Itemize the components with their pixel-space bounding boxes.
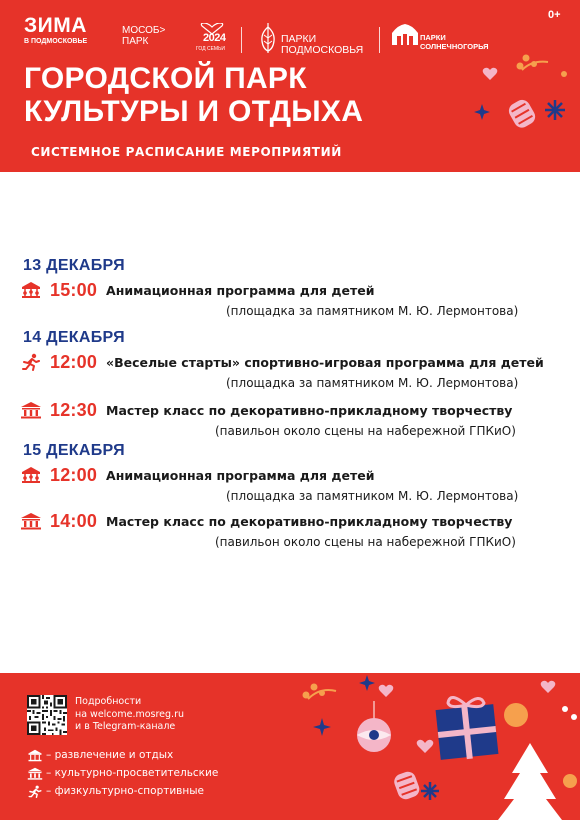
runner-icon: [27, 785, 43, 798]
event-title: Мастер класс по декоративно-прикладному творчеству: [106, 402, 513, 418]
carousel-icon: [20, 466, 42, 484]
day-heading: 14 ДЕКАБРЯ: [23, 329, 125, 346]
divider: [241, 27, 242, 53]
castle-emblem-icon: [390, 21, 420, 47]
event-item: [20, 278, 374, 302]
event-item: [20, 509, 512, 533]
day-heading: 15 ДЕКАБРЯ: [23, 442, 125, 459]
event-location: (площадка за памятником М. Ю. Лермонтова): [226, 304, 519, 318]
event-title: «Веселые старты» спортивно-игровая программа для детей: [106, 354, 544, 370]
day-heading: 13 ДЕКАБРЯ: [23, 257, 125, 274]
museum-icon: [20, 401, 42, 419]
mosobpark-logo: МОСОБ> ПАРК: [122, 25, 166, 47]
event-item: [20, 350, 544, 374]
footer-banner: [0, 673, 580, 820]
event-time: 12:00: [50, 351, 98, 372]
zima-logo: ЗИМА В ПОДМОСКОВЬЕ: [24, 14, 88, 45]
year-of-family-logo: 2024 ГОД СЕМЬИ: [194, 23, 232, 53]
event-title: Мастер класс по декоративно-прикладному творчеству: [106, 513, 513, 529]
event-item: [20, 463, 374, 487]
festive-decoration-icon: [290, 673, 580, 820]
legend-item: – развлечение и отдых: [27, 747, 173, 763]
event-location: (площадка за памятником М. Ю. Лермонтова): [226, 489, 519, 503]
info-text: Подробности на welcome.mosreg.ru и в Telegram-канале: [75, 696, 184, 732]
festive-decoration-icon: [460, 40, 580, 172]
parki-solnechnogorya-logo: ПАРКИ СОЛНЕЧНОГОРЬЯ: [390, 21, 420, 51]
runner-icon: [20, 353, 42, 371]
event-title: Анимационная программа для детей: [106, 282, 375, 298]
legend-item: – культурно-просветительские: [27, 765, 218, 781]
carousel-icon: [20, 281, 42, 299]
parki-podmoskovya-logo: ПАРКИ ПОДМОСКОВЬЯ: [257, 21, 279, 59]
header-banner: [0, 0, 580, 172]
website-link[interactable]: на welcome.mosreg.ru: [75, 708, 184, 720]
tree-emblem-icon: [257, 21, 279, 55]
carousel-icon: [27, 749, 43, 762]
legend-item: – физкультурно-спортивные: [27, 783, 204, 799]
museum-icon: [20, 512, 42, 530]
event-item: [20, 398, 512, 422]
event-time: 12:30: [50, 399, 98, 420]
divider: [379, 27, 380, 53]
museum-icon: [27, 767, 43, 780]
page-title: ГОРОДСКОЙ ПАРК КУЛЬТУРЫ И ОТДЫХА: [24, 62, 364, 128]
event-title: Анимационная программа для детей: [106, 467, 375, 483]
age-rating-badge: 0+: [548, 9, 561, 21]
event-location: (площадка за памятником М. Ю. Лермонтова): [226, 376, 519, 390]
event-location: (павильон около сцены на набережной ГПКиО): [215, 424, 516, 438]
event-time: 12:00: [50, 464, 98, 485]
page-subtitle: СИСТЕМНОЕ РАСПИСАНИЕ МЕРОПРИЯТИЙ: [31, 145, 342, 159]
event-time: 14:00: [50, 510, 98, 531]
partner-logos: [24, 14, 489, 56]
qr-code-icon[interactable]: [27, 695, 67, 735]
event-time: 15:00: [50, 279, 98, 300]
event-location: (павильон около сцены на набережной ГПКиО): [215, 535, 516, 549]
